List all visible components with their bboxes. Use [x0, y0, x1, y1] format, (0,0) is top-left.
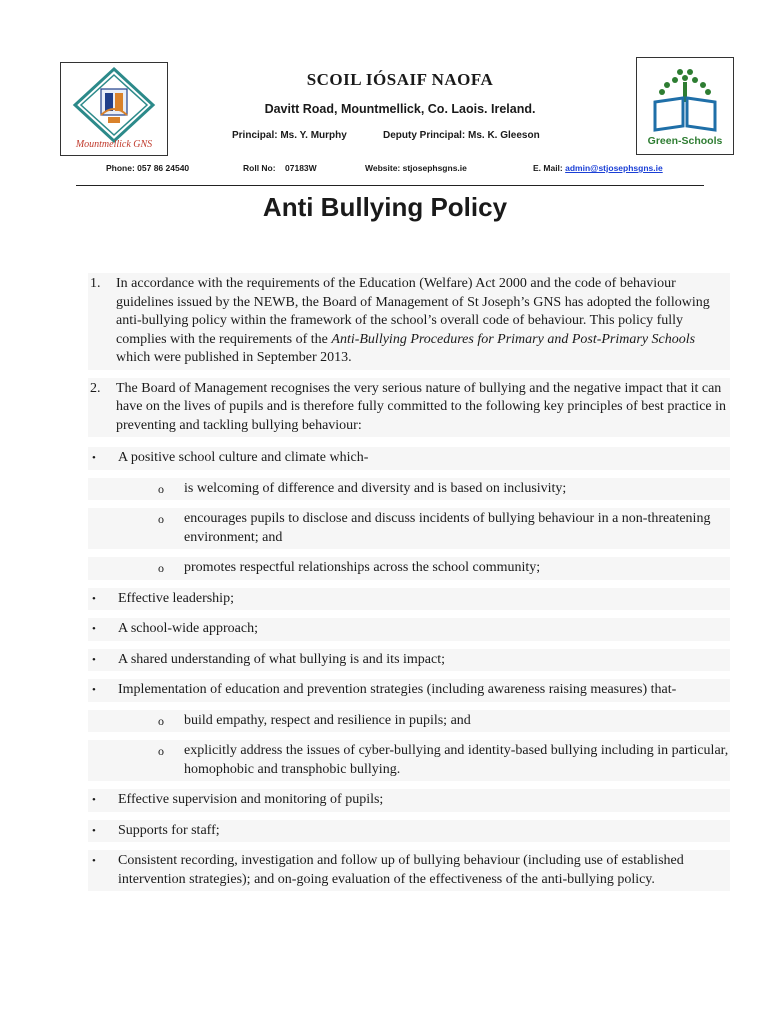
- list-item-text: A school-wide approach;: [118, 621, 258, 636]
- list-item-text: A positive school culture and climate which-: [118, 450, 369, 465]
- paragraph-text: The Board of Management recognises the very serious nature of bullying and the negative impact that it can have on the lives of pupils and is therefore fully committed to the following key principles of best practice in preventing and tackling bullying behaviour:: [116, 380, 727, 433]
- list-item: [88, 850, 730, 891]
- principal-name: Principal: Ms. Y. Murphy: [232, 130, 347, 141]
- email-label: E. Mail:: [533, 163, 563, 173]
- email-line: [533, 163, 663, 173]
- bullet-marker: •: [92, 653, 96, 666]
- page-title: Anti Bullying Policy: [262, 192, 508, 222]
- green-schools-logo: [636, 57, 734, 155]
- list-item: [88, 588, 730, 611]
- list-item-text: is welcoming of difference and diversity and is based on inclusivity;: [184, 480, 567, 496]
- circle-bullet-marker: o: [158, 561, 164, 575]
- list-item: [88, 447, 730, 470]
- bullet-marker: •: [92, 824, 96, 837]
- paragraph-number: 1.: [90, 276, 101, 291]
- bullet-marker: •: [92, 623, 96, 635]
- logo-caption: Green-Schools: [647, 135, 723, 147]
- policy-body: [88, 273, 730, 899]
- school-crest-logo: [60, 62, 168, 156]
- website: Website: stjosephsgns.ie: [365, 163, 467, 173]
- school-name: SCOIL IÓSAIF NAOFA: [306, 70, 494, 89]
- principles-list: [88, 447, 730, 891]
- circle-bullet-marker: o: [158, 512, 164, 526]
- list-item-text: build empathy, respect and resilience in pupils; and: [184, 712, 471, 728]
- list-item-text: explicitly address the issues of cyber-bullying and identity-based bullying including in particular, homophobic and transphobic bullying.: [184, 743, 729, 777]
- sub-list-item: [88, 710, 730, 733]
- paragraph-1: [88, 273, 730, 370]
- bullet-marker: •: [92, 684, 96, 696]
- sub-list-item: [88, 740, 730, 781]
- list-item: [88, 649, 730, 672]
- list-item-text: promotes respectful relationships across the school community;: [184, 560, 541, 575]
- list-item: [88, 618, 730, 641]
- deputy-principal-name: Deputy Principal: Ms. K. Gleeson: [383, 130, 540, 141]
- paragraph-text: In accordance with the requirements of the Education (Welfare) Act 2000 and the code of behaviour guidelines issued by the NEWB, the Board of Management of St Joseph’s GNS has adopted the following anti-bullying policy within the framework of the school’s overall code of behaviour. This policy fully complies with the requirements of the Anti-Bullying Procedures for Primary and Post-Primary Schools which were published in September 2013.: [116, 276, 710, 365]
- list-item: [88, 679, 730, 702]
- sub-list-item: [88, 508, 730, 549]
- bullet-marker: •: [92, 592, 96, 605]
- list-item-text: Effective leadership;: [118, 590, 234, 606]
- list-item-text: encourages pupils to disclose and discuss incidents of bullying behaviour in a non-threatening environment; and: [184, 511, 711, 545]
- list-item: [88, 789, 730, 812]
- paragraph-number: 2.: [90, 380, 101, 396]
- school-address: Davitt Road, Mountmellick, Co. Laois. Ireland.: [264, 102, 536, 116]
- header-divider: [76, 185, 704, 186]
- email-link[interactable]: admin@stjosephsgns.ie: [565, 163, 663, 173]
- phone-number: Phone: 057 86 24540: [106, 163, 190, 173]
- list-item-text: Supports for staff;: [118, 822, 220, 838]
- list-item-text: Consistent recording, investigation and follow up of bullying behaviour (including use of established intervention strategies); and on-going evaluation of the effectiveness of the anti-bullying policy.: [118, 853, 684, 887]
- circle-bullet-marker: o: [158, 481, 164, 496]
- logo-caption: Mountmellick GNS: [75, 139, 153, 150]
- bullet-marker: •: [92, 452, 96, 464]
- sub-list-item: [88, 557, 730, 580]
- list-item: [88, 820, 730, 843]
- circle-bullet-marker: o: [158, 713, 164, 728]
- circle-bullet-marker: o: [158, 744, 164, 758]
- sub-list-item: [88, 478, 730, 501]
- paragraph-2: [88, 378, 730, 438]
- roll-number: Roll No: 07183W: [243, 163, 317, 173]
- list-item-text: A shared understanding of what bullying is and its impact;: [118, 651, 446, 667]
- bullet-marker: •: [92, 794, 96, 806]
- list-item-text: Implementation of education and prevention strategies (including awareness raising measures) that-: [118, 682, 677, 697]
- bullet-marker: •: [92, 855, 96, 867]
- list-item-text: Effective supervision and monitoring of pupils;: [118, 792, 384, 807]
